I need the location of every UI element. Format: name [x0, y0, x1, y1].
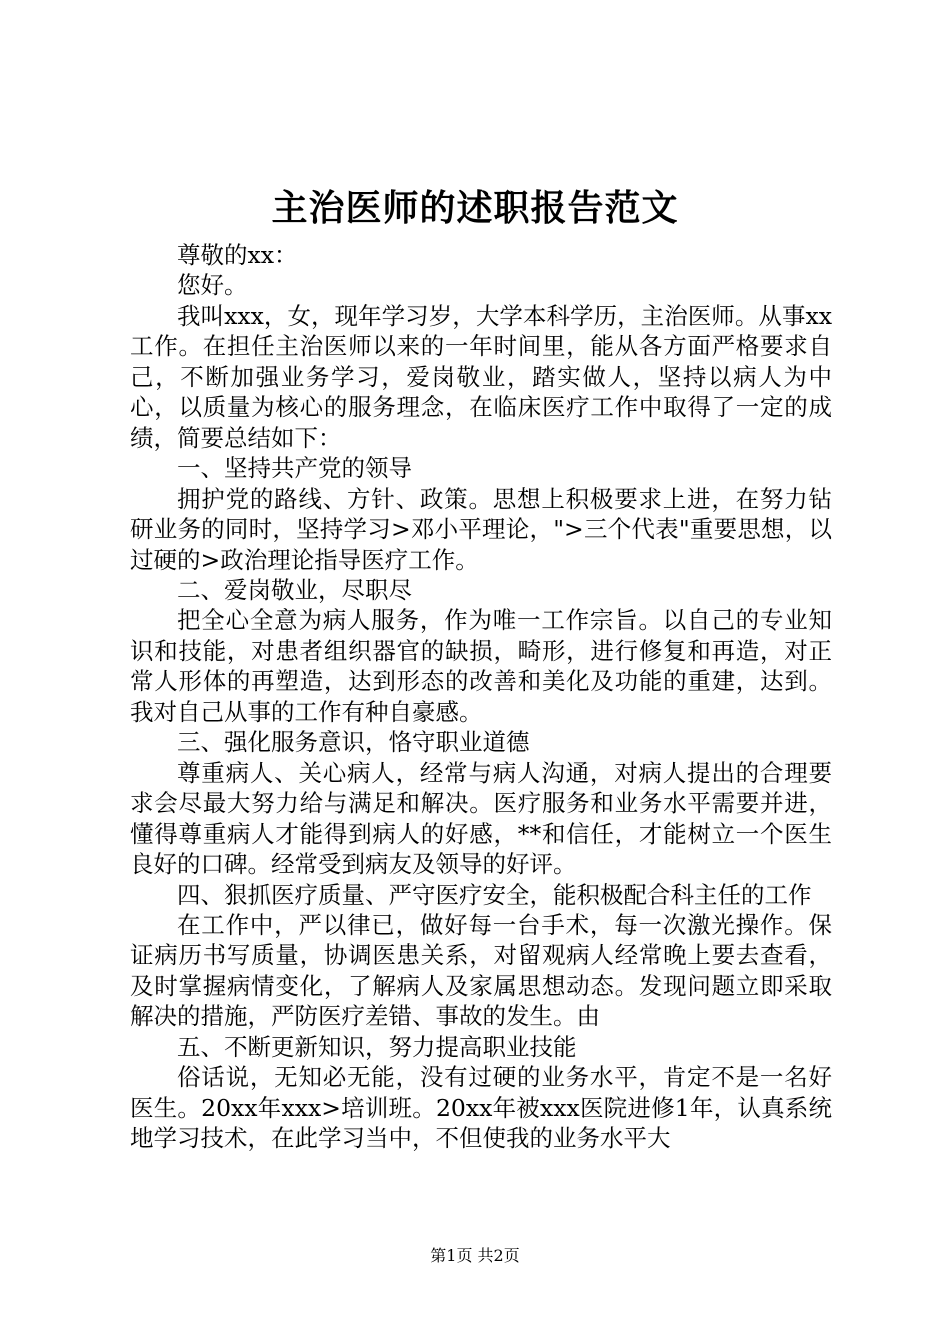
- document-title: 主治医师的述职报告范文: [271, 187, 679, 229]
- section-heading-5: 五、不断更新知识，努力提高职业技能: [177, 1032, 577, 1061]
- page-footer: 第1页 共2页: [430, 1246, 520, 1265]
- section-heading-4: 四、狠抓医疗质量、严守医疗安全，能积极配合科主任的工作: [177, 880, 812, 909]
- section-heading-1: 一、坚持共产党的领导: [177, 454, 412, 483]
- paragraph-section-4: 在工作中，严以律已，做好每一台手术，每一次激光操作。保证病历书写质量，协调医患关系，对留观病人经常晚上要去查看，及时掌握病情变化，了解病人及家属思想动态。发现问题立即采取解决的措施，严防医疗差错、事故的发生。由: [130, 910, 832, 1031]
- paragraph-section-1: 拥护党的路线、方针、政策。思想上积极要求上进，在努力钻研业务的同时，坚持学习>邓小平理论，">三个代表"重要思想，以过硬的>政治理论指导医疗工作。: [130, 484, 832, 574]
- paragraph-section-5: 俗话说，无知必无能，没有过硬的业务水平，肯定不是一名好医生。20xx年xxx>培训班。20xx年被xxx医院进修1年，认真系统地学习技术，在此学习当中，不但使我的业务水平大: [130, 1063, 832, 1153]
- section-heading-3: 三、强化服务意识，恪守职业道德: [177, 728, 530, 757]
- paragraph-intro: 我叫xxx，女，现年学习岁，大学本科学历，主治医师。从事xx工作。在担任主治医师以来的一年时间里，能从各方面严格要求自己，不断加强业务学习，爱岗敬业，踏实做人，坚持以病人为中心，以质量为核心的服务理念，在临床医疗工作中取得了一定的成绩，简要总结如下：: [130, 301, 832, 452]
- paragraph-section-2: 把全心全意为病人服务，作为唯一工作宗旨。以自己的专业知识和技能，对患者组织器官的缺损，畸形，进行修复和再造，对正常人形体的再塑造，达到形态的改善和美化及功能的重建，达到。我对自己从事的工作有种自豪感。: [130, 606, 832, 726]
- document-body: [130, 240, 832, 1154]
- section-heading-2: 二、爱岗敬业，尽职尽: [177, 575, 412, 604]
- paragraph-salutation: 尊敬的xx：: [177, 241, 298, 269]
- paragraph-greeting: 您好。: [177, 271, 248, 300]
- paragraph-section-3: 尊重病人、关心病人，经常与病人沟通，对病人提出的合理要求会尽最大努力给与满足和解决。医疗服务和业务水平需要并进，懂得尊重病人才能得到病人的好感，**和信任，才能树立一个医生良好的口碑。经常受到病友及领导的好评。: [130, 758, 832, 879]
